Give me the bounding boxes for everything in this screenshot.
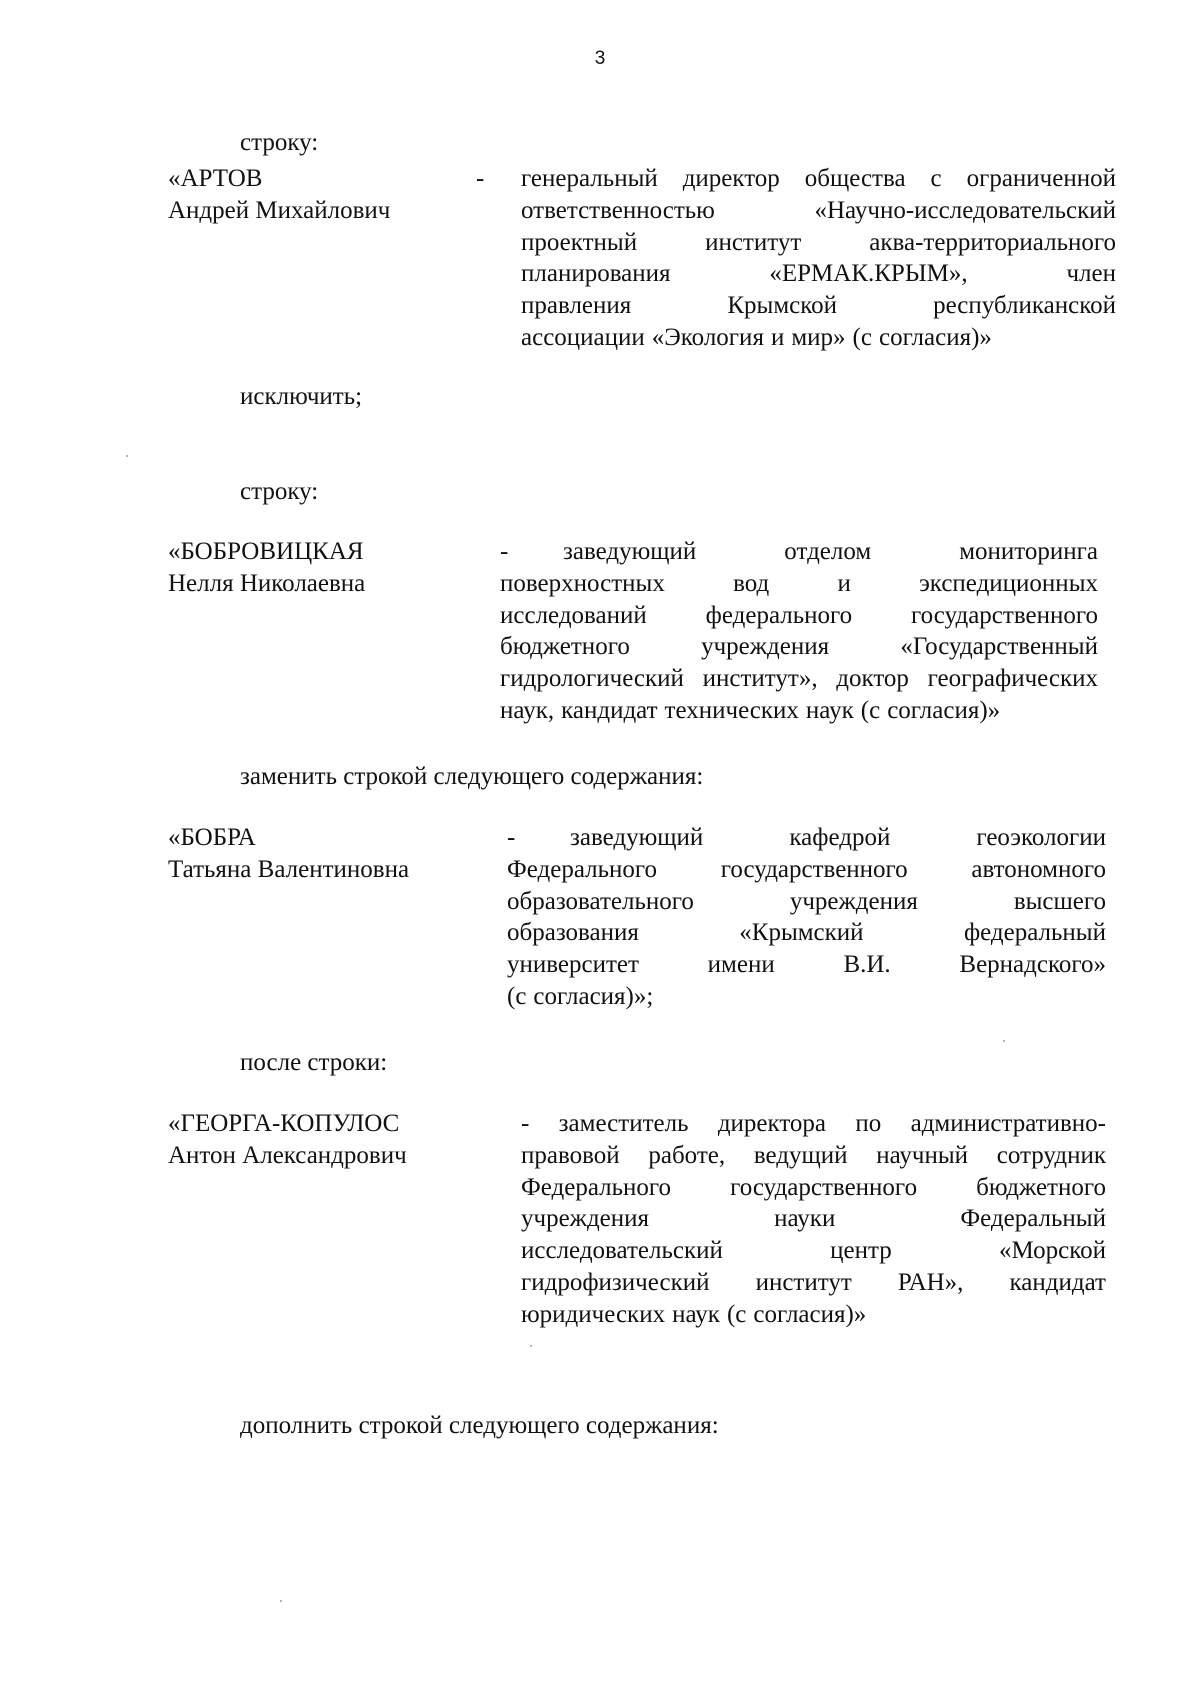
- description-word: юридических: [521, 1300, 666, 1328]
- description-word: директора: [717, 1110, 827, 1137]
- description-word: «Крымский: [739, 919, 864, 947]
- description-word: научный: [876, 1141, 969, 1169]
- description-word: республиканской: [933, 292, 1116, 320]
- description-word: учреждения: [789, 887, 918, 915]
- description-word: автономного: [971, 855, 1106, 883]
- description-word: -: [521, 1110, 530, 1137]
- description-word: «Морской: [999, 1237, 1106, 1265]
- description-word: учреждения: [521, 1205, 650, 1233]
- description-line: [507, 822, 1106, 854]
- description-word: высшего: [1013, 887, 1106, 915]
- description-line: [521, 227, 1116, 259]
- person-name: [168, 536, 365, 600]
- position-description: [521, 1108, 1106, 1331]
- description-word: кандидат: [561, 696, 658, 724]
- description-word: технических: [664, 696, 799, 724]
- description-word: институт: [705, 228, 802, 256]
- description-word: заместитель: [558, 1110, 689, 1137]
- description-word: ответственностью: [521, 196, 715, 224]
- description-word: исследовательский: [521, 1237, 723, 1265]
- description-word: «Научно-исследовательский: [814, 196, 1116, 224]
- description-word: (с: [852, 323, 872, 351]
- description-word: гидрофизический: [521, 1268, 710, 1296]
- description-word: согласия)»: [878, 323, 992, 351]
- description-word: федерального: [705, 601, 853, 629]
- description-line: [521, 322, 1116, 354]
- description-word: образования: [507, 919, 639, 947]
- description-word: (с: [507, 982, 527, 1010]
- given-names: Татьяна Валентиновна: [168, 856, 410, 883]
- description-line: [521, 1235, 1106, 1267]
- description-line: [521, 163, 1116, 195]
- description-word: Федерального: [521, 1173, 672, 1201]
- description-word: планирования: [521, 260, 671, 288]
- scan-speck: [530, 1345, 532, 1347]
- surname: «БОБРА: [168, 824, 256, 851]
- description-word: аква-территориального: [869, 228, 1116, 256]
- description-word: сотрудник: [996, 1141, 1106, 1169]
- description-word: «Государственный: [900, 633, 1098, 661]
- description-word: ассоциации: [521, 323, 645, 351]
- description-word: институт: [755, 1268, 852, 1296]
- dash: -: [476, 165, 485, 192]
- description-word: генеральный: [521, 165, 658, 192]
- description-word: Крымской: [727, 292, 837, 320]
- description-line: [521, 1203, 1106, 1235]
- description-word: университет: [507, 951, 639, 979]
- description-word: вод: [733, 569, 770, 597]
- description-word: науки: [774, 1205, 836, 1233]
- dash: -: [507, 824, 516, 851]
- description-word: и: [770, 323, 785, 351]
- description-word: экспедиционных: [919, 569, 1098, 597]
- description-word: учреждения: [701, 633, 830, 661]
- description-line: [521, 258, 1116, 290]
- given-names: Антон Александрович: [168, 1142, 407, 1169]
- description-line: [507, 949, 1106, 981]
- description-word: географических: [927, 665, 1098, 693]
- description-line: [500, 695, 1098, 727]
- description-word: образовательного: [507, 887, 694, 915]
- surname: «АРТОВ: [168, 165, 263, 192]
- description-word: кандидат: [1009, 1268, 1106, 1296]
- description-word: исследований: [500, 601, 647, 629]
- description-line: [500, 568, 1098, 600]
- description-word: директор: [682, 165, 780, 192]
- description-word: правовой: [521, 1141, 620, 1169]
- description-word: мониторинга: [959, 538, 1098, 565]
- page-number: 3: [594, 48, 606, 69]
- given-names: Нелля Николаевна: [168, 570, 366, 597]
- surname: «ГЕОРГА-КОПУЛОС: [168, 1110, 400, 1137]
- description-line: [521, 1267, 1106, 1299]
- description-word: член: [1066, 260, 1116, 288]
- instruction-line: после строки:: [240, 1049, 388, 1076]
- description-word: Вернадского»: [959, 951, 1106, 979]
- scan-speck: [126, 455, 128, 457]
- description-word: доктор: [836, 665, 909, 693]
- description-word: геоэкологии: [976, 824, 1106, 851]
- instruction-line: дополнить строкой следующего содержания:: [240, 1412, 719, 1439]
- description-line: [507, 886, 1106, 918]
- description-word: РАН»,: [897, 1268, 964, 1296]
- description-word: проектный: [521, 228, 638, 256]
- given-names: Андрей Михайлович: [168, 197, 391, 224]
- description-word: Федерального: [507, 855, 658, 883]
- description-line: [507, 917, 1106, 949]
- description-word: В.И.: [843, 951, 891, 979]
- description-line: [521, 1140, 1106, 1172]
- description-line: [521, 1108, 1106, 1140]
- description-line: [500, 663, 1098, 695]
- description-line: [521, 195, 1116, 227]
- scan-speck: [280, 1600, 282, 1602]
- description-word: правления: [521, 292, 632, 320]
- description-word: согласия)»;: [533, 982, 654, 1010]
- description-word: (с: [860, 696, 881, 724]
- description-word: государственного: [720, 855, 908, 883]
- description-line: [507, 854, 1106, 886]
- description-word: работе,: [648, 1141, 726, 1169]
- description-word: с: [930, 165, 942, 192]
- position-description: [521, 163, 1116, 354]
- description-word: бюджетного: [976, 1173, 1106, 1201]
- description-word: наук: [672, 1300, 720, 1328]
- description-word: институт»,: [702, 665, 818, 693]
- description-word: отделом: [784, 538, 872, 565]
- description-word: центр: [830, 1237, 892, 1265]
- description-line: [521, 290, 1116, 322]
- description-word: наук: [805, 696, 854, 724]
- description-word: федеральный: [963, 919, 1106, 947]
- description-word: поверхностных: [500, 569, 665, 597]
- description-word: заведующий: [563, 538, 697, 565]
- description-word: государственного: [911, 601, 1098, 629]
- scan-speck: [1003, 1040, 1005, 1042]
- instruction-line: исключить;: [240, 383, 363, 410]
- description-word: и: [837, 569, 851, 597]
- description-word: «Экология: [651, 323, 764, 351]
- description-word: гидрологический: [500, 665, 684, 693]
- description-word: (с: [726, 1300, 747, 1328]
- description-word: ведущий: [753, 1141, 848, 1169]
- dash: -: [500, 538, 509, 565]
- description-word: мир»: [791, 323, 846, 351]
- description-line: [521, 1172, 1106, 1204]
- description-word: по: [855, 1110, 882, 1137]
- person-name: [168, 1108, 407, 1172]
- instruction-line: строку:: [240, 129, 319, 156]
- position-description: [500, 536, 1098, 727]
- description-word: административно-: [910, 1110, 1106, 1137]
- description-line: [500, 536, 1098, 568]
- instruction-line: заменить строкой следующего содержания:: [240, 763, 704, 790]
- description-word: общества: [804, 165, 906, 192]
- instruction-line: строку:: [240, 478, 319, 505]
- description-word: «ЕРМАК.КРЫМ»,: [769, 260, 968, 288]
- description-line: [521, 1299, 1106, 1331]
- description-word: бюджетного: [500, 633, 630, 661]
- description-word: наук,: [500, 696, 555, 724]
- description-word: государственного: [730, 1173, 918, 1201]
- description-word: кафедрой: [789, 824, 891, 851]
- description-word: Федеральный: [960, 1205, 1106, 1233]
- person-name: [168, 163, 390, 227]
- surname: «БОБРОВИЦКАЯ: [168, 538, 364, 565]
- description-word: согласия)»: [753, 1300, 867, 1328]
- position-description: [507, 822, 1106, 1013]
- description-line: [500, 600, 1098, 632]
- description-word: заведующий: [570, 824, 704, 851]
- description-line: [500, 631, 1098, 663]
- description-word: согласия)»: [887, 696, 1001, 724]
- description-word: ограниченной: [966, 165, 1116, 192]
- person-name: [168, 822, 409, 886]
- description-word: имени: [707, 951, 775, 979]
- description-line: [507, 981, 1106, 1013]
